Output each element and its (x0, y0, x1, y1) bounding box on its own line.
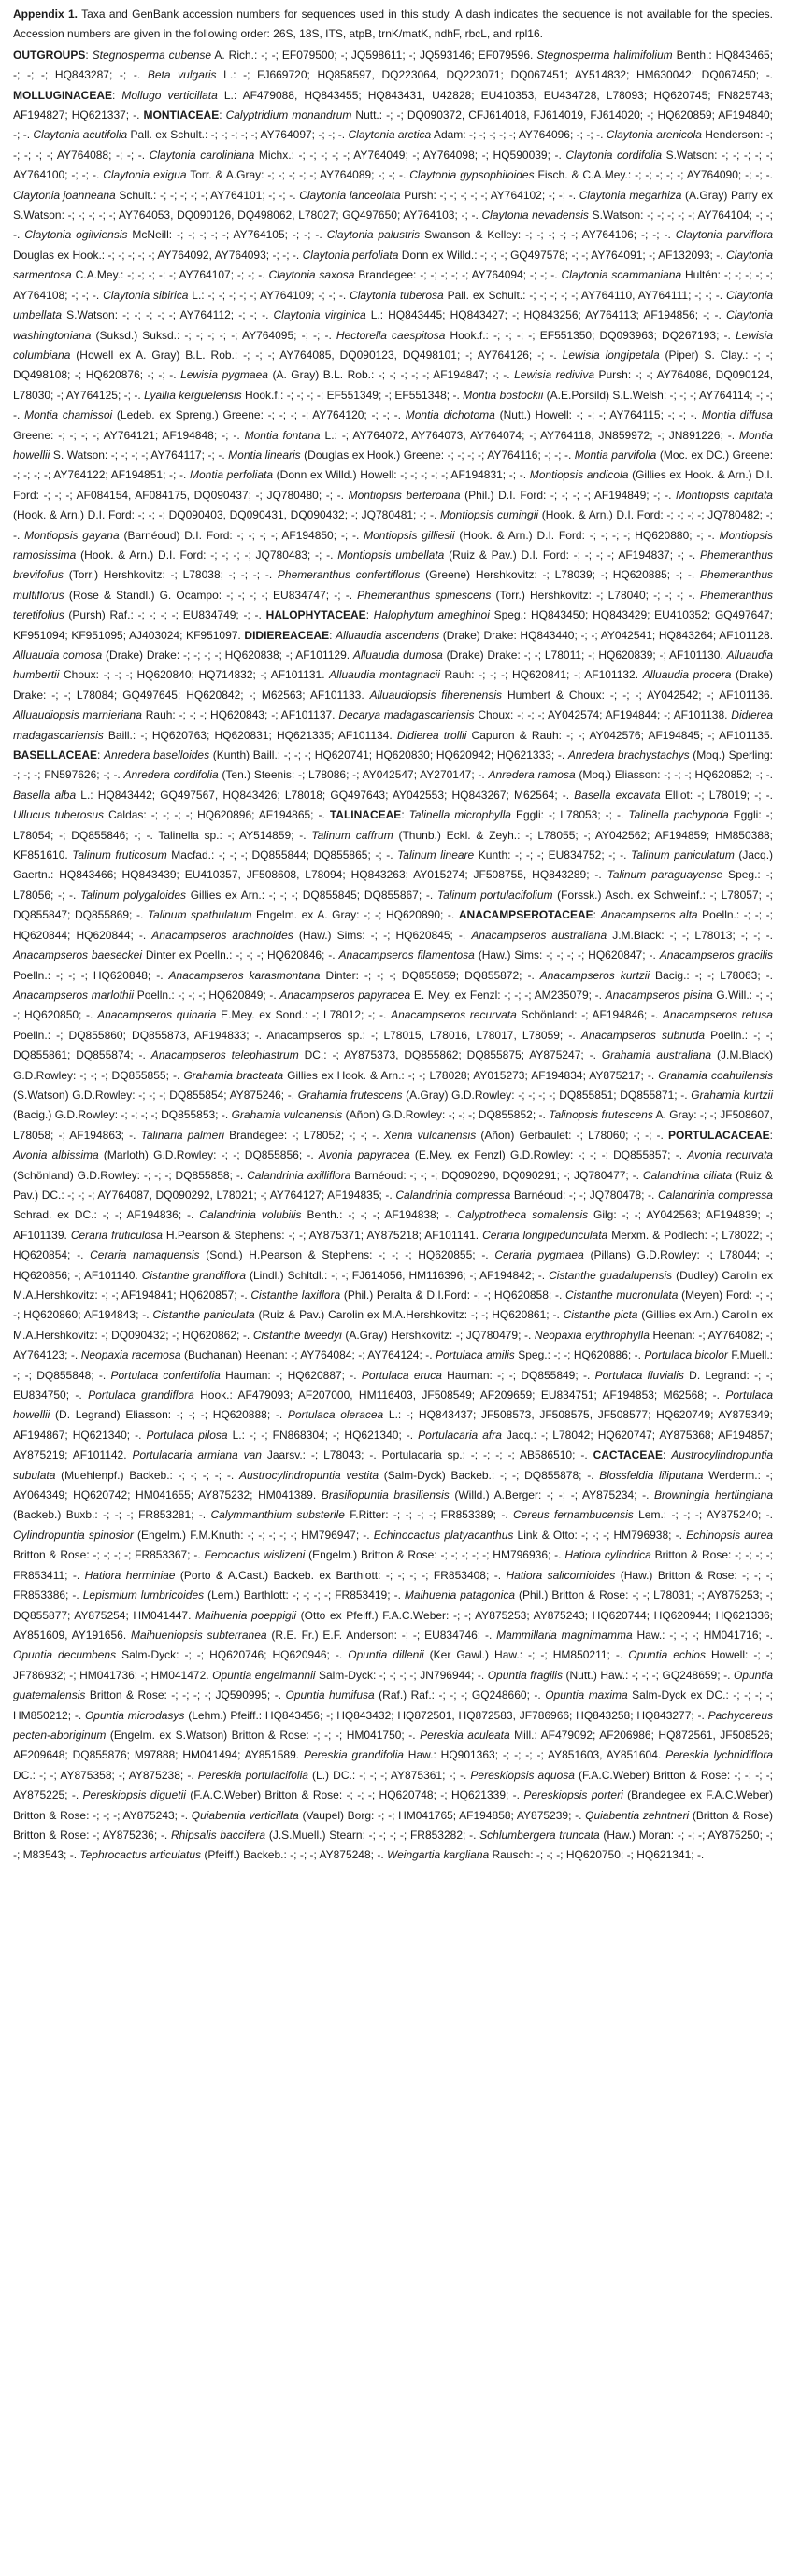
appendix-body: OUTGROUPS: Stegnosperma cubense A. Rich.: -; -; EF079500; -; JQ598611; -; JQ593146; EF079596. Stegnosperma halimifolium Benth.: HQ843465; -; -; -; HQ843287; -; -. Beta vulgaris L.: -; FJ669720; HQ858597, DQ223064, DQ223071; DQ067451; AY514832; HM630042; DQ067450; -. MOLLUGINACEAE: Mollugo verticillata L.: AF479088, HQ843455; HQ843431, U42828; EU410353, EU434728, L78093; HQ620745; FN825743; AF194827; HQ621337; -. MONTIACEAE: Calyptridium monandrum Nutt.: -; -; DQ090372, CFJ614018, FJ614019, FJ614020; -; HQ620859; AF194840; -; -. Claytonia acutifolia Pall. ex Schult.: -; -; -; -; -; AY764097; -; -; -. Claytonia arctica Adam: -; -; -; -; -; AY764096; -; -; -. Claytonia arenicola Henderson: -; -; -; -; -; AY764088; -; -; -. Claytonia caroliniana Michx.: -; -; -; -; -; AY764049; -; AY764098; -; HQ590039; -. Claytonia cordifolia S.Watson: -; -; -; -; -; AY764100; -; -; -. Claytonia exigua Torr. & A.Gray: -; -; -; -; -; AY764089; -; -; -. Claytonia gypsophiloides Fisch. & C.A.Mey.: -; -; -; -; -; AY764090; -; -; -. Claytonia joanneana Schult.: -; -; -; -; -; AY764101; -; -; -. Claytonia lanceolata Pursh: -; -; -; -; -; AY764102; -; -; -. Claytonia megarhiza (A.Gray) Parry ex S.Watson: -; -; -; -; -; AY764053, DQ090126, DQ498062, L78027; GQ497650; AY764103; -; -. Claytonia nevadensis S.Watson: -; -; -; -; -; AY764104; -; -; -. Claytonia ogilviensis McNeill: -; -; -; -; -; AY764105; -; -; -. Claytonia palustris Swanson & Kelley: -; -; -; -; -; AY764106; -; -; -. Claytonia parviflora Douglas ex Hook.: -; -; -; -; -; AY764092, AY764093; -; -; -. Claytonia perfoliata Donn ex Willd.: -; -; -; GQ497578; -; -; AY764091; -; AF132093; -. Claytonia sarmentosa C.A.Mey.: -; -; -; -; -; AY764107; -; -; -. Claytonia saxosa Brandegee: -; -; -; -; -; AY764094; -; -; -. Claytonia scammaniana Hultén: -; -; -; -; -; AY764108; -; -; -. Claytonia sibirica L.: -; -; -; -; -; AY764109; -; -; -. Claytonia tuberosa Pall. ex Schult.: -; -; -; -; -; AY764110, AY764111; -; -; -. Claytonia umbellata S.Watson: -; -; -; -; -; AY764112; -; -; -. Claytonia virginica L.: HQ843445; HQ843427; -; HQ843256; AY764113; AF194856; -; -. Claytonia washingtoniana (Suksd.) Suksd.: -; -; -; -; -; AY764095; -; -; -. Hectorella caespitosa Hook.f.: -; -; -; -; EF551350; DQ093963; DQ267193; -. Lewisia columbiana (Howell ex A. Gray) B.L. Rob.: -; -; -; AY764085, DQ090123, DQ498101; -; AY764126; -; -. Lewisia longipetala (Piper) S. Clay.: -; -; DQ498108; -; HQ620876; -; -; -. Lewisia pygmaea (A. Gray) B.L. Rob.: -; -; -; -; -; AF194847; -; -. Lewisia rediviva Pursh: -; -; AY764086, DQ090124, L78030; -; AY764125; -; -. Lyallia kerguelensis Hook.f.: -; -; -; -; EF551349; -; EF551348; -. Montia bostockii (A.E.Porsild) S.L.Welsh: -; -; -; AY764114; -; -; -. Montia chamissoi (Ledeb. ex Spreng.) Greene: -; -; -; -; AY764120; -; -; -. Montia dichotoma (Nutt.) Howell: -; -; -; AY764115; -; -; -. Montia diffusa Greene: -; -; -; -; AY764121; AF194848; -; -. Montia fontana L.: -; AY764072, AY764073, AY764074; -; AY764118, JN859972; -; JN891226; -. Montia howellii S. Watson: -; -; -; -; AY764117; -; -. Montia linearis (Douglas ex Hook.) Greene: -; -; -; -; AY764116; -; -; -. Montia parvifolia (Moc. ex DC.) Greene: -; -; -; -; AY764122; AF194851; -; -. Montia perfoliata (Donn ex Willd.) Howell: -; -; -; -; -; AF194831; -; -. Montiopsis andicola (Gillies ex Hook. & Arn.) D.I. Ford: -; -; -; AF084154, AF084175, DQ090437; -; JQ780480; -; -. Montiopsis berteroana (Phil.) D.I. Ford: -; -; -; -; AF194849; -; -. Montiopsis capitata (Hook. & Arn.) D.I. Ford: -; -; -; DQ090403, DQ090431, DQ090432; -; JQ780481; -; -. Montiopsis cumingii (Hook. & Arn.) D.I. Ford: -; -; -; -; JQ780482; -; -. Montiopsis gayana (Barnéoud) D.I. Ford: -; -; -; -; AF194850; -; -. Montiopsis gilliesii (Hook. & Arn.) D.I. Ford: -; -; -; -; HQ620880; -; -. Montiopsis ramosissima (Hook. & Arn.) D.I. Ford: -; -; -; -; JQ780483; -; -. Montiopsis umbellata (Ruiz & Pav.) D.I. Ford: -; -; -; -; AF194837; -; -. Phemeranthus brevifolius (Torr.) Hershkovitz: -; L78038; -; -; -; -. Phemeranthus confertiflorus (Greene) Hershkovitz: -; L78039; -; HQ620885; -; -. Phemeranthus multiflorus (Rose & Standl.) G. Ocampo: -; -; -; -; EU834747; -; -. Phemeranthus spinescens (Torr.) Hershkovitz: -; L78040; -; -; -; -. Phemeranthus teretifolius (Pursh) Raf.: -; -; -; -; EU834749; -; -. HALOPHYTACEAE: Halophytum ameghinoi Speg.: HQ843450; HQ843429; EU410352; GQ497647; KF951094; KF951095; AJ403024; KF951097. DIDIEREACEAE: Alluaudia ascendens (Drake) Drake: HQ843440; -; -; AY042541; HQ843264; AF101128. Alluaudia comosa (Drake) Drake: -; -; -; -; HQ620838; -; AF101129. Alluaudia dumosa (Drake) Drake: -; -; L78011; -; HQ620839; -; AF101130. Alluaudia humbertii Choux: -; -; -; HQ620840; HQ714832; -; AF101131. Alluaudia montagnacii Rauh: -; -; -; HQ620841; -; AF101132. Alluaudia procera (Drake) Drake: -; -; L78084; GQ497645; HQ620842; -; M62563; AF101133. Alluaudiopsis fiherenensis Humbert & Choux: -; -; -; AY042542; -; AF101136. Alluaudiopsis marnieriana Rauh: -; -; -; HQ620843; -; AF101137. Decarya madagascariensis Choux: -; -; -; AY042574; AF194844; -; AF101138. Didierea madagascariensis Baill.: -; HQ620763; HQ620831; HQ621335; AF101134. Didierea trollii Capuron & Rauh: -; -; AY042576; AF194845; -; AF101135. BASELLACEAE: Anredera baselloides (Kunth) Baill.: -; -; -; HQ620741; HQ620830; HQ620942; HQ621333; -. Anredera brachystachys (Moq.) Sperling: -; -; -; FN597626; -; -. Anredera cordifolia (Ten.) Steenis: -; L78086; -; AY042547; AY270147; -. Anredera ramosa (Moq.) Eliasson: -; -; -; HQ620852; -; -. Basella alba L.: HQ843442; GQ497567, HQ843426; L78018; GQ497643; AY042553; HQ843267; M62564; -. Basella excavata Elliot: -; L78019; -; -. Ullucus tuberosus Caldas: -; -; -; -; HQ620896; AF194865; -. TALINACEAE: Talinella microphylla Eggli: -; L78053; -; -. Talinella pachypoda Eggli: -; L78054; -; DQ855846; -; -. Talinella sp.: -; AY514859; -. Talinum caffrum (Thunb.) Eckl. & Zeyh.: -; L78055; -; AY042562; AF194859; HM850388; KF851610. Talinum fruticosum Macfad.: -; -; -; DQ855844; DQ855865; -; -. Talinum lineare Kunth: -; -; -; EU834752; -; -. Talinum paniculatum (Jacq.) Gaertn.: HQ843466; HQ843439; EU410357, JF508608, L78094; HQ843263; AY015274; JF508755, HQ843289; -. Talinum paraguayense Speg.: -; L78056; -; -. Talinum polygaloides Gillies ex Arn.: -; -; -; DQ855845; DQ855867; -. Talinum portulacifolium (Forssk.) Asch. ex Schweinf.: -; L78057; -; DQ855847; DQ855869; -. Talinum spathulatum Engelm. ex A. Gray: -; -; HQ620890; -. ANACAMPSEROTACEAE: Anacampseros alta Poelln.: -; -; -; HQ620844; HQ620844; -. Anacampseros arachnoides (Haw.) Sims: -; -; HQ620845; -. Anacampseros australiana J.M.Black: -; -; L78013; -; -; -. Anacampseros baeseckei Dinter ex Poelln.: -; -; -; HQ620846; -. Anacampseros filamentosa (Haw.) Sims: -; -; -; -; HQ620847; -. Anacampseros gracilis Poelln.: -; -; -; HQ620848; -. Anacampseros karasmontana Dinter: -; -; -; DQ855859; DQ855872; -. Anacampseros kurtzii Bacig.: -; -; L78063; -. Anacampseros marlothii Poelln.: -; -; -; HQ620849; -. Anacampseros papyracea E. Mey. ex Fenzl: -; -; -; AM235079; -. Anacampseros pisina G.Will.: -; -; -; HQ620850; -. Anacampseros quinaria E.Mey. ex Sond.: -; L78012; -; -. Anacampseros recurvata Schönland: -; AF194846; -. Anacampseros retusa Poelln.: -; DQ855860; DQ855873, AF194833; -. Anacampseros sp.: -; L78015, L78016, L78017, L78059; -. Anacampseros subnuda Poelln.: -; -; DQ855861; DQ855874; -. Anacampseros telephiastrum DC.: -; AY875373, DQ855862; DQ855875; AY875247; -. Grahamia australiana (J.M.Black) G.D.Rowley: -; -; -; DQ855855; -. Grahamia bracteata Gillies ex Hook. & Arn.: -; -; L78028; AY015273; AF194834; AY875217; -. Grahamia coahuilensis (S.Watson) G.D.Rowley: -; -; -; DQ855854; AY875246; -. Grahamia frutescens (A.Gray) G.D.Rowley: -; -; -; -; DQ855851; DQ855871; -. Grahamia kurtzii (Bacig.) G.D.Rowley: -; -; -; -; DQ855853; -. Grahamia vulcanensis (Añon) G.D.Rowley: -; -; -; DQ855852; -. Talinopsis frutescens A. Gray: -; -; JF508607, L78058; -; AF194863; -. Talinaria palmeri Brandegee: -; L78052; -; -; -. Xenia vulcanensis (Añon) Gerbaulet: -; L78060; -; -; -. PORTULACACEAE: Avonia albissima (Marloth) G.D.Rowley: -; -; DQ855856; -. Avonia papyracea (E.Mey. ex Fenzl) G.D.Rowley: -; -; -; DQ855857; -. Avonia recurvata (Schönland) G.D.Rowley: -; -; -; DQ855858; -. Calandrinia axilliflora Barnéoud: -; -; -; DQ090290, DQ090291; -; JQ780477; -. Calandrinia ciliata (Ruiz & Pav.) DC.: -; -; -; AY764087, DQ090292, L78021; -; AY764127; AF194835; -. Calandrinia compressa Barnéoud: -; -; JQ780478; -. Calandrinia compressa Schrad. ex DC.: -; -; AF194836; -. Calandrinia volubilis Benth.: -; -; -; AF194838; -. Calyptrotheca somalensis Gilg: -; -; AY042563; AF194839; -; AF101139. Ceraria fruticulosa H.Pearson & Stephens: -; -; AY875371; AY875218; AF101141. Ceraria longipedunculata Merxm. & Podlech: -; L78022; -; HQ620854; -. Ceraria namaquensis (Sond.) H.Pearson & Stephens: -; -; -; HQ620855; -. Ceraria pygmaea (Pillans) G.D.Rowley: -; L78044; -; HQ620856; -; AF101140. Cistanthe grandiflora (Lindl.) Schltdl.: -; -; FJ614056, HM116396; -; AF194842; -. Cistanthe guadalupensis (Dudley) Carolin ex M.A.Hershkovitz: -; -; AF194841; HQ620857; -. Cistanthe laxiflora (Phil.) Peralta & D.I.Ford: -; -; HQ620858; -. Cistanthe mucronulata (Meyen) Ford: -; -; -; HQ620860; AF194843; -. Cistanthe paniculata (Ruiz & Pav.) Carolin ex M.A.Hershkovitz: -; -; HQ620861; -. Cistanthe picta (Gillies ex Arn.) Carolin ex M.A.Hershkovitz: -; DQ090432; -; HQ620862; -. Cistanthe tweedyi (A.Gray) Hershkovitz: -; JQ780479; -. Neopaxia erythrophylla Heenan: -; AY764082; -; AY764123; -. Neopaxia racemosa (Buchanan) Heenan: -; AY764084; -; AY764124; -. Portulaca amilis Speg.: -; -; HQ620886; -. Portulaca bicolor F.Muell.: -; -; DQ855848; -. Portulaca confertifolia Hauman: -; HQ620887; -. Portulaca eruca Hauman: -; -; DQ855849; -. Portulaca fluvialis D. Legrand: -; -; EU834750; -. Portulaca grandiflora Hook.: AF479093; AF207000, HM116403, JF508549; AF209659; EU834751; AF194853; M62568; -. Portulaca howellii (D. Legrand) Eliasson: -; -; -; HQ620888; -. Portulaca oleracea L.: -; HQ843437; JF508573, JF508575, JF508577; HQ620749; AY875349; AF194867; HQ621340; -. Portulaca pilosa L.: -; -; FN868304; -; HQ621340; -. Portulacaria afra Jacq.: -; L78042; HQ620747; AY875368; AF194857; AY875219; AF101142. Portulacaria armiana van Jaarsv.: -; L78043; -. Portulacaria sp.: -; -; -; -; AB586510; -. CACTACEAE: Austrocylindropuntia subulata (Muehlenpf.) Backeb.: -; -; -; -; -. Austrocylindropuntia vestita (Salm-Dyck) Backeb.: -; -; DQ855878; -. Blossfeldia liliputana Werderm.: -; AY064349; HQ620742; HM041655; AY875232; HM041389. Brasiliopuntia brasiliensis (Willd.) A.Berger: -; -; -; AY875234; -. Browningia hertlingiana (Backeb.) Buxb.: -; -; -; FR853281; -. Calymmanthium substerile F.Ritter: -; -; -; -; FR853389; -. Cereus fernambucensis Lem.: -; -; -; AY875240; -. Cylindropuntia spinosior (Engelm.) F.M.Knuth: -; -; -; -; -; HM796947; -. Echinocactus platyacanthus Link & Otto: -; -; -; HM796938; -. Echinopsis aurea Britton & Rose: -; -; -; -; FR853367; -. Ferocactus wislizeni (Engelm.) Britton & Rose: -; -; -; -; -; HM796936; -. Hatiora cylindrica Britton & Rose: -; -; -; -; FR853411; -. Hatiora herminiae (Porto & A.Cast.) Backeb. ex Barthlott: -; -; -; -; FR853408; -. Hatiora salicornioides (Haw.) Britton & Rose: -; -; -; FR853386; -. Lepismium lumbricoides (Lem.) Barthlott: -; -; -; -; FR853419; -. Maihuenia patagonica (Phil.) Britton & Rose: -; -; L78031; -; AY875253; -; DQ855877; AY875254; HM041447. Maihuenia poeppigii (Otto ex Pfeiff.) F.A.C.Weber: -; -; AY875253; AY875243; HQ620744; HQ620944; HQ621336; AY851609, AY191656. Maihueniopsis subterranea (R.E. Fr.) E.F. Anderson: -; -; EU834746; -. Mammillaria magnimamma Haw.: -; -; -; HM041716; -. Opuntia decumbens Salm-Dyck: -; -; HQ620746; HQ620946; -. Opuntia dillenii (Ker Gawl.) Haw.: -; -; HM850211; -. Opuntia echios Howell: -; -; JF786932; -; HM041736; -; HM041472. Opuntia engelmannii Salm-Dyck: -; -; -; -; JN796944; -. Opuntia fragilis (Nutt.) Haw.: -; -; -; GQ248659; -. Opuntia guatemalensis Britton & Rose: -; -; -; -; JQ590995; -. Opuntia humifusa (Raf.) Raf.: -; -; -; GQ248660; -. Opuntia maxima Salm-Dyck ex DC.: -; -; -; -; HM850212; -. Opuntia microdasys (Lehm.) Pfeiff.: HQ843456; -; HQ843432; HQ872501, HQ872583, JF786966; HQ843258; HQ843277; -. Pachycereus pecten-aboriginum (Engelm. ex S.Watson) Britton & Rose: -; -; -; HM041750; -. Pereskia aculeata Mill.: AF479092; AF206986; HQ872561, JF508526; AF209648; DQ855876; M97888; HM041494; AY851589. Pereskia grandifolia Haw.: HQ901363; -; -; -; -; AY851603, AY851604. Pereskia lychnidiflora DC.: -; -; AY875358; -; AY875238; -. Pereskia portulacifolia (L.) DC.: -; -; -; AY875361; -; -. Pereskiopsis aquosa (F.A.C.Weber) Britton & Rose: -; -; -; -; AY875225; -. Pereskiopsis diguetii (F.A.C.Weber) Britton & Rose: -; -; -; HQ620748; -; HQ621339; -. Pereskiopsis porteri (Brandegee ex F.A.C.Weber) Britton & Rose: -; -; -; AY875243; -. Quiabentia verticillata (Vaupel) Borg: -; -; HM041765; AF194858; AY875239; -. Quiabentia zehntneri (Britton & Rose) Britton & Rose: -; AY875236; -. Rhipsalis baccifera (J.S.Muell.) Stearn: -; -; -; -; FR853282; -. Schlumbergera truncata (Haw.) Moran: -; -; -; AY875250; -; -; M83543; -. Tephrocactus articulatus (Pfeiff.) Backeb.: -; -; -; AY875248; -. Weingartia kargliana Rausch: -; -; -; HQ620750; -; HQ621341; -. (13, 48, 774, 1862)
appendix-caption (13, 5, 773, 45)
appendix-caption-text: Taxa and GenBank accession numbers for sequences used in this study. A dash indicates the sequence is not available for the species. Accession numbers are given in the following order: 26S, 18S, ITS, atpB, trnK/matK, ndhF, rbcL, and rpl16. (13, 7, 773, 41)
appendix-label: Appendix 1. (13, 7, 79, 21)
appendix-text-block (13, 5, 773, 1866)
